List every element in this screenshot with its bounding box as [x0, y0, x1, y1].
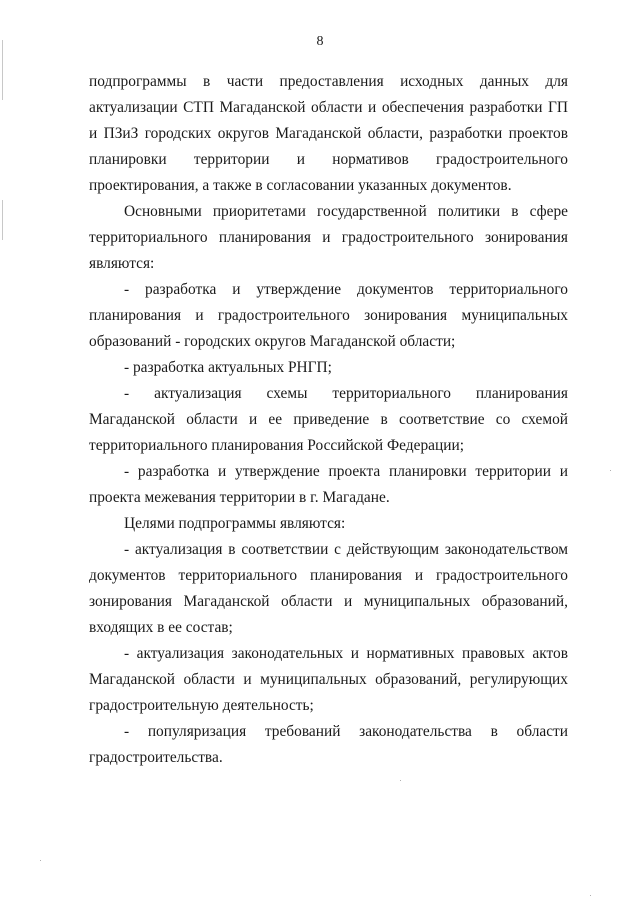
- document-body: [89, 69, 568, 771]
- paragraph-3: - разработка и утверждение документов территориального планирования и градостроительного зонирования муниципальных образований - городских округов Магаданской области;: [89, 281, 568, 350]
- paragraph-2: Основными приоритетами государственной политики в сфере территориального планирования и градостроительного зонирования являются:: [89, 203, 568, 272]
- paragraph-7: Целями подпрограммы являются:: [124, 515, 346, 532]
- scan-artifact: [590, 895, 591, 896]
- paragraph-8: - актуализация в соответствии с действующим законодательством документов территориального планирования и градостроительного зонирования Магаданской области и муниципальных образований, входящих в ее состав;: [89, 541, 568, 636]
- scan-artifact: [40, 860, 41, 861]
- paragraph-9: - актуализация законодательных и нормативных правовых актов Магаданской области и муниципальных образований, регулирующих градостроительную деятельность;: [89, 645, 568, 714]
- page-number: 8: [316, 34, 324, 49]
- paragraph-5: - актуализация схемы территориального планирования Магаданской области и ее приведение в соответствие со схемой территориального планирования Российской Федерации;: [89, 385, 568, 454]
- scan-artifact: [2, 200, 3, 240]
- paragraph-1: подпрограммы в части предоставления исходных данных для актуализации СТП Магаданской области и обеспечения разработки ГП и ПЗиЗ городских округов Магаданской области, разработки проектов планировки территории и нормативов градостроительного проектирования, а также в согласовании указанных документов.: [89, 73, 568, 194]
- scan-artifact: [610, 470, 611, 471]
- paragraph-10: - популяризация требований законодательства в области градостроительства.: [89, 723, 568, 766]
- scan-artifact: [400, 780, 401, 781]
- paragraph-4: - разработка актуальных РНГП;: [124, 359, 332, 376]
- paragraph-6: - разработка и утверждение проекта планировки территории и проекта межевания территории в г. Магадане.: [89, 463, 568, 506]
